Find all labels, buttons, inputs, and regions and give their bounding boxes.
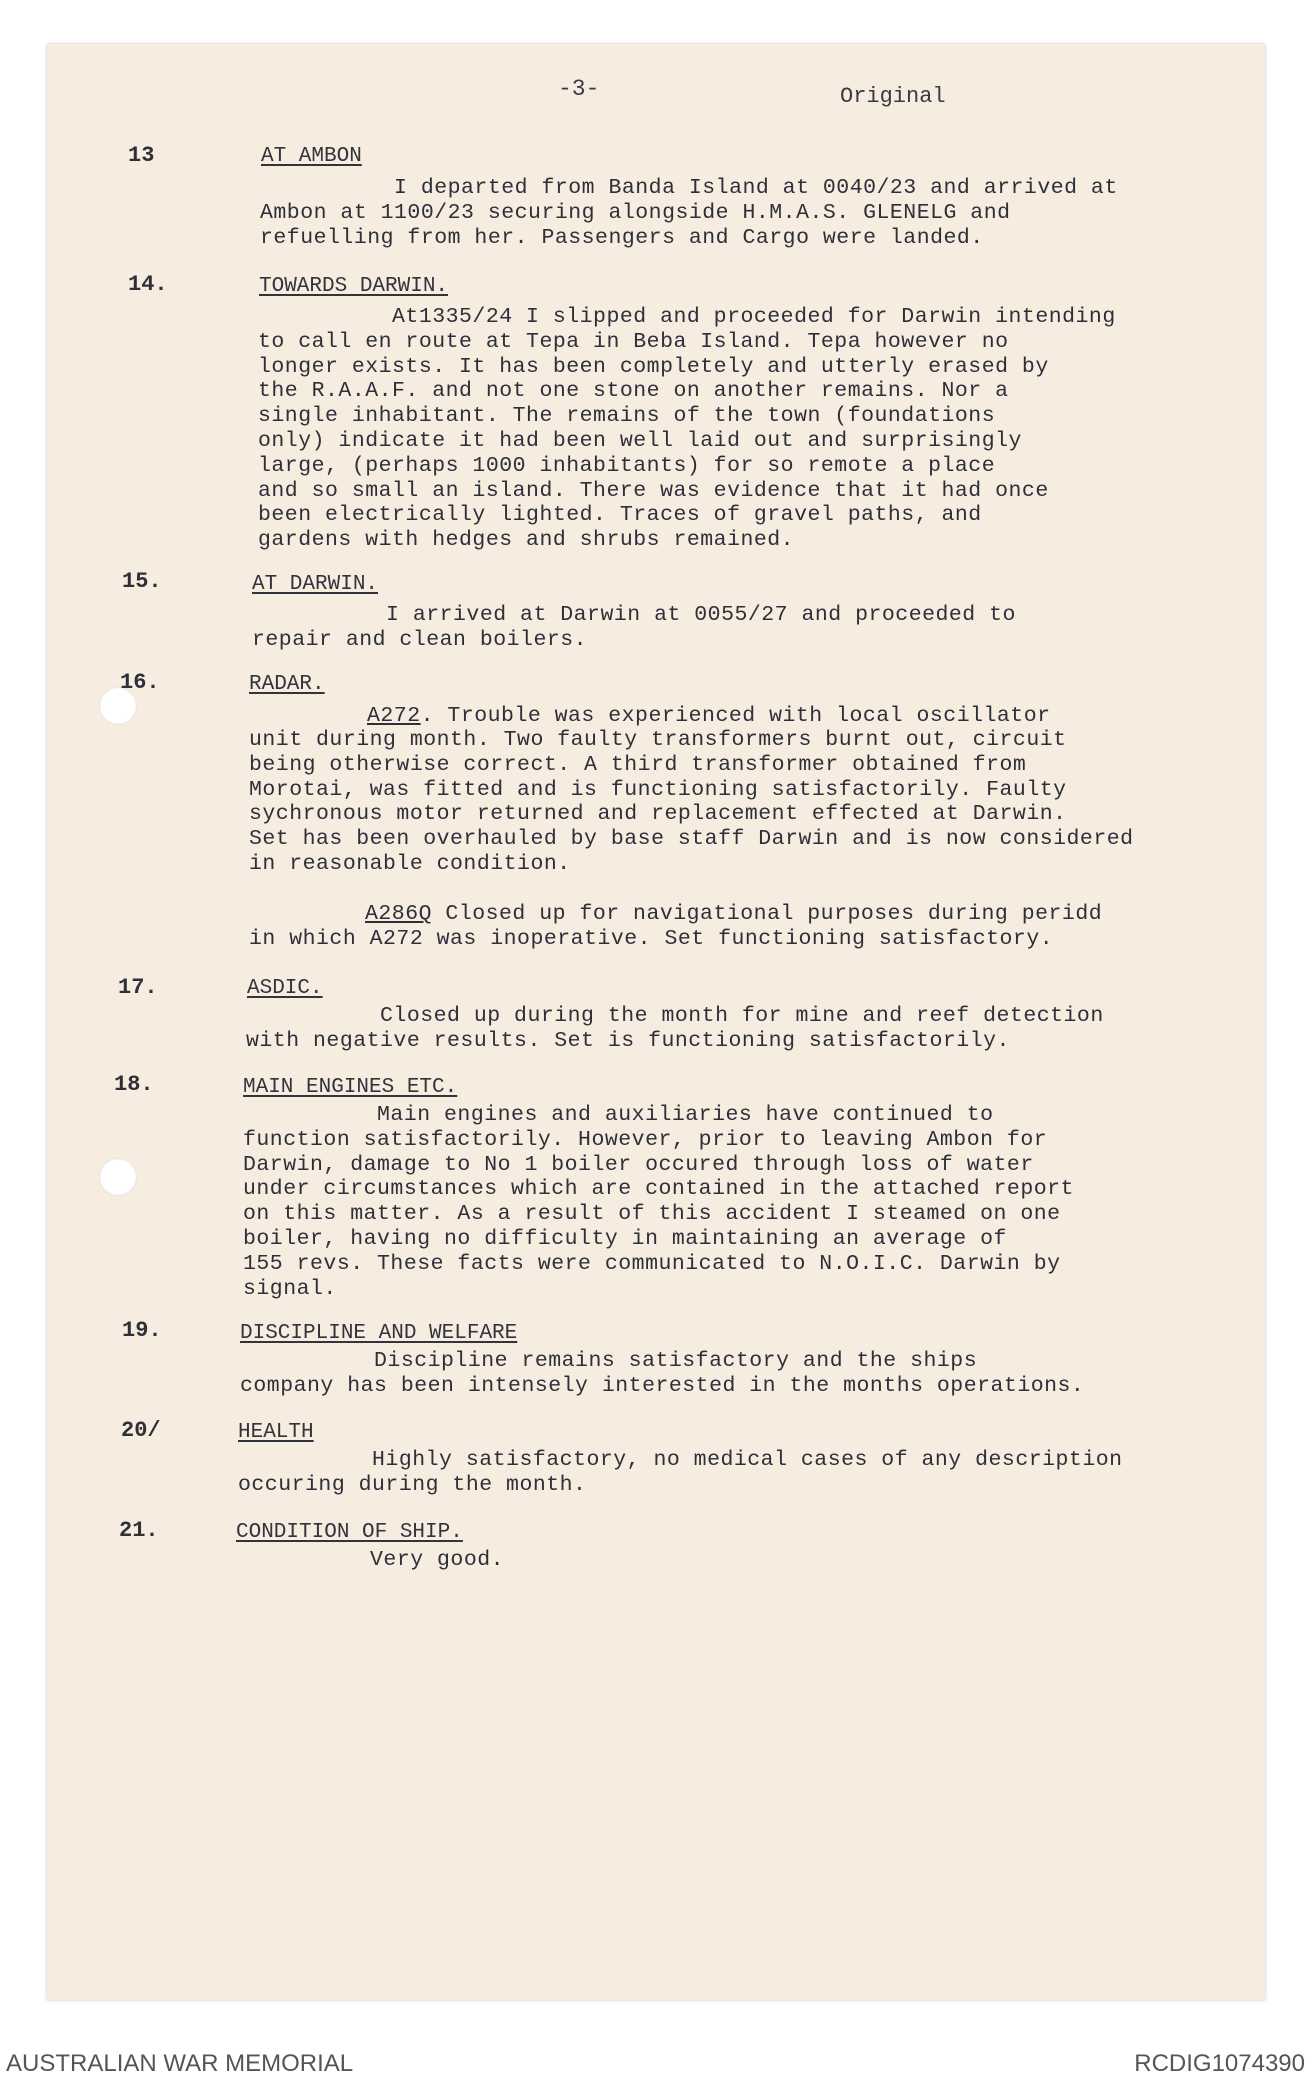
section-body: I arrived at Darwin at 0055/27 and proceeded to repair and clean boilers. bbox=[252, 603, 1016, 652]
page-number: -3- bbox=[558, 76, 600, 102]
section-heading: ASDIC. bbox=[247, 977, 323, 1000]
section-number: 17. bbox=[118, 975, 158, 1000]
section-body: Main engines and auxiliaries have continued to function satisfactorily. However, prior to leaving Ambon for Darwin, damage to No 1 boiler occured through loss of water under circumstances which are contained in the attached report on this matter. As a result of this accident I steamed on one boiler, having no difficulty in maintaining an average of 155 revs. These facts were communicated to N.O.I.C. Darwin by signal. bbox=[243, 1103, 1074, 1301]
radar-a286q-line-2: in which A272 was inoperative. Set functioning satisfactory. bbox=[249, 927, 1054, 951]
punch-hole-lower bbox=[99, 1158, 137, 1196]
section-body: At1335/24 I slipped and proceeded for Darwin intending to call en route at Tepa in Beba Island. Tepa however no longer exists. It has been completely and utterly erased by the R.A.A.F. and not one stone on another remains. Nor a single inhabitant. The remains of the town (foundations only) indicate it had been well laid out and surprisingly large, (perhaps 1000 inhabitants) for so remote a place and so small an island. There was evidence that it had once been electrically lighted. Traces of gravel paths, and gardens with hedges and shrubs remained. bbox=[258, 305, 1116, 553]
section-number: 13 bbox=[128, 143, 155, 168]
section-heading: TOWARDS DARWIN. bbox=[259, 275, 449, 298]
section-body: Highly satisfactory, no medical cases of any description occuring during the month. bbox=[238, 1448, 1123, 1497]
section-heading: HEALTH bbox=[238, 1421, 314, 1444]
section-body: I departed from Banda Island at 0040/23 and arrived at Ambon at 1100/23 securing alongside H.M.A.S. GLENELG and refuelling from her. Passengers and Cargo were landed. bbox=[260, 176, 1118, 250]
radar-a286q-line: A286Q Closed up for navigational purposes during peridd bbox=[365, 902, 1103, 926]
section-number: 19. bbox=[122, 1318, 162, 1343]
section-body: Discipline remains satisfactory and the ships company has been intensely interested in the months operations. bbox=[240, 1349, 1085, 1398]
section-heading: DISCIPLINE AND WELFARE bbox=[240, 1322, 518, 1345]
original-label: Original bbox=[840, 84, 946, 109]
section-body: unit during month. Two faulty transformers burnt out, circuit being otherwise correct. A third transformer obtained from Morotai, was fitted and is functioning satisfactorily. Faulty sychronous motor returned and replacement effected at Darwin. Set has been overhauled by base staff Darwin and is now considered in reasonable condition. bbox=[249, 728, 1134, 876]
section-number: 16. bbox=[120, 670, 160, 695]
section-number: 18. bbox=[114, 1072, 154, 1097]
section-heading: RADAR. bbox=[249, 673, 325, 696]
radar-a272-first-line: A272. Trouble was experienced with local oscillator bbox=[367, 704, 1051, 728]
section-number: 21. bbox=[119, 1518, 159, 1543]
section-heading: MAIN ENGINES ETC. bbox=[243, 1076, 458, 1099]
section-number: 15. bbox=[122, 569, 162, 594]
section-body: Closed up during the month for mine and reef detection with negative results. Set is functioning satisfactorily. bbox=[246, 1004, 1104, 1053]
section-heading: AT AMBON bbox=[261, 145, 362, 168]
section-heading: AT DARWIN. bbox=[252, 573, 379, 596]
section-number: 20/ bbox=[121, 1418, 161, 1443]
section-number: 14. bbox=[128, 272, 168, 297]
section-body: Very good. bbox=[236, 1548, 505, 1572]
section-heading: CONDITION OF SHIP. bbox=[236, 1521, 463, 1544]
footer-source: AUSTRALIAN WAR MEMORIAL bbox=[6, 2050, 354, 2077]
footer-reference: RCDIG1074390 bbox=[1134, 2050, 1305, 2077]
